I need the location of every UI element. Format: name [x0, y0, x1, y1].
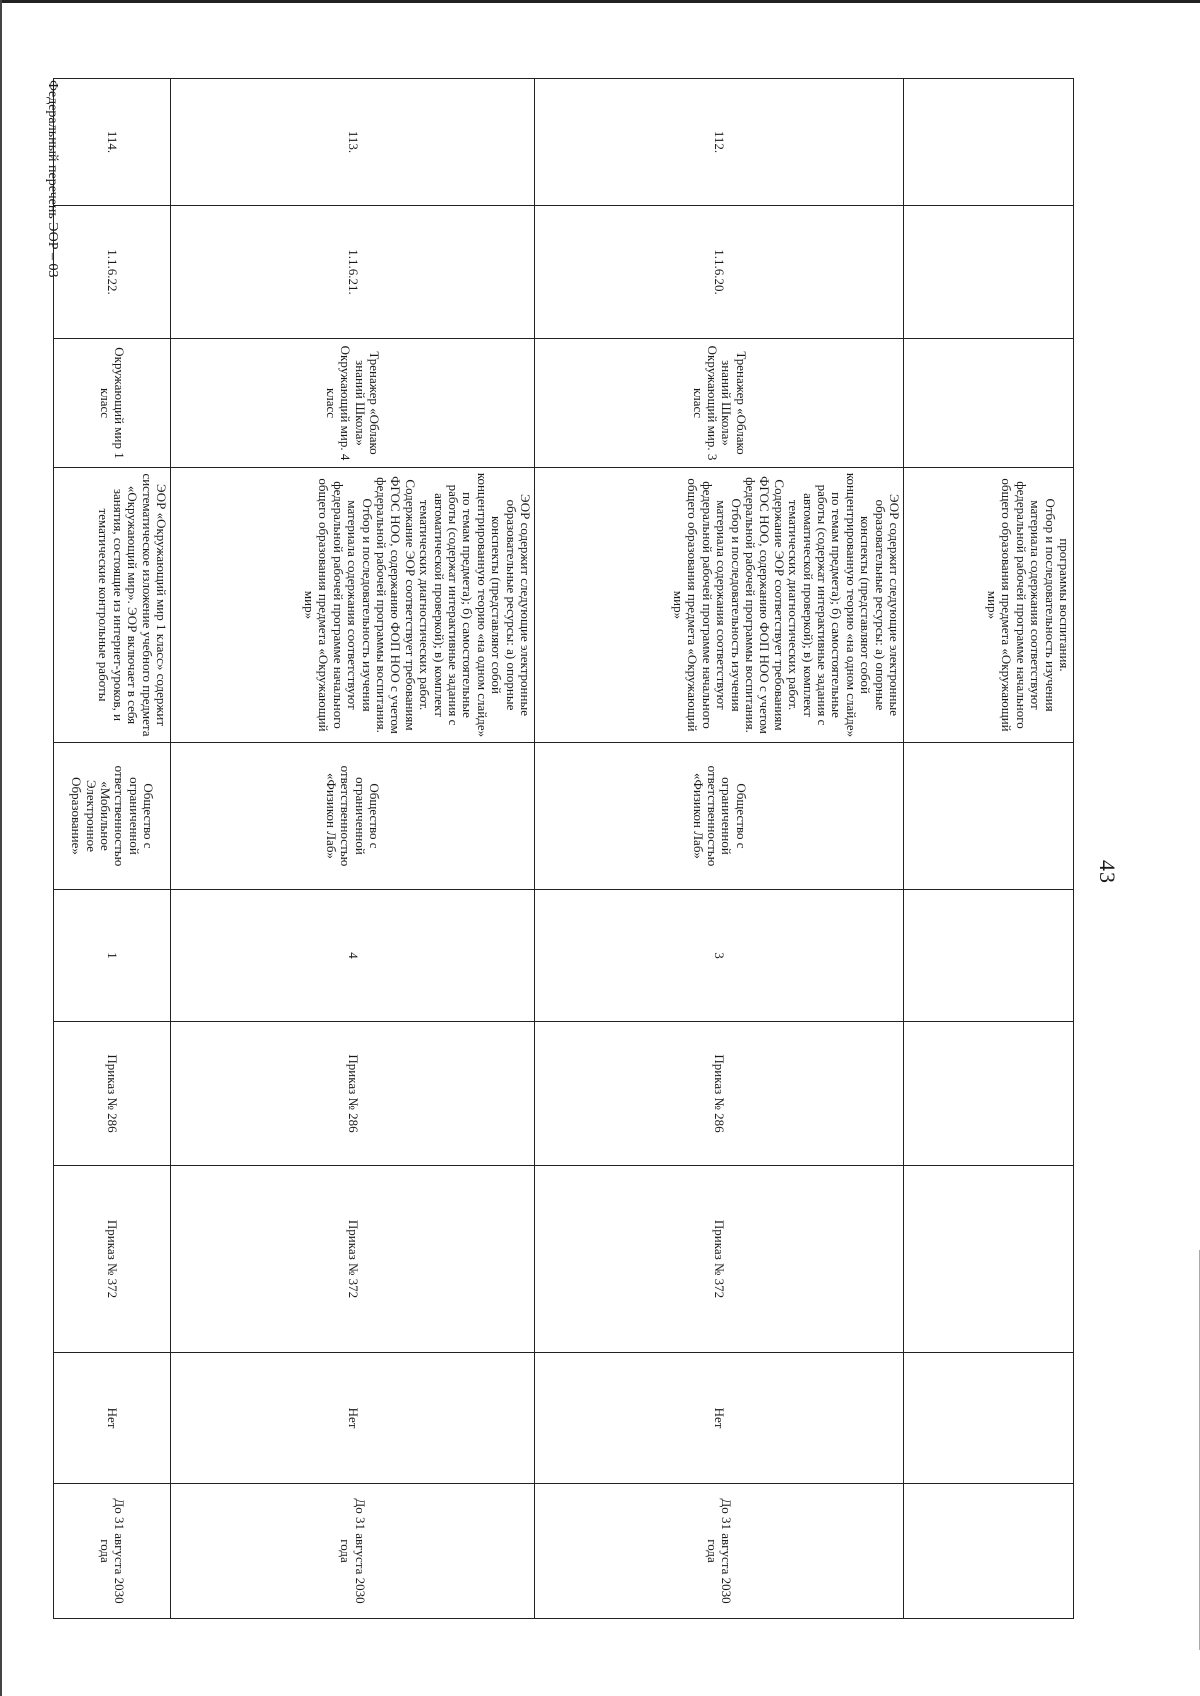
cell-name — [904, 339, 1074, 468]
cell-term: До 31 августа 2030 года — [535, 1484, 904, 1619]
footer-text: Федеральный перечень ЭОР – 03 — [45, 80, 60, 278]
cell-name: Тренажер «Облако знаний Школа» Окружающий мир. 3 класс — [535, 339, 904, 468]
table-row — [171, 79, 535, 1619]
cell-order-286: Приказ № 286 — [171, 1022, 535, 1166]
cell-order-286 — [904, 1022, 1074, 1166]
cell-num — [904, 79, 1074, 206]
cell-term: До 31 августа 2030 года — [171, 1484, 535, 1619]
table-row — [54, 79, 171, 1619]
cell-reuse — [904, 1353, 1074, 1484]
cell-code: 1.1.6.20. — [535, 206, 904, 339]
cell-term — [904, 1484, 1074, 1619]
cell-org: Общество с ограниченной ответственностью «Физикон Лаб» — [535, 743, 904, 890]
cell-reuse: Нет — [54, 1353, 171, 1484]
cell-grade: 4 — [171, 890, 535, 1022]
cell-order-372 — [904, 1166, 1074, 1353]
cell-num: 112. — [535, 79, 904, 206]
table-row — [904, 79, 1074, 1619]
cell-order-286: Приказ № 286 — [535, 1022, 904, 1166]
cell-grade — [904, 890, 1074, 1022]
cell-reuse: Нет — [535, 1353, 904, 1484]
cell-name: Тренажер «Облако знаний Школа» Окружающий мир. 4 класс — [171, 339, 535, 468]
table-row — [535, 79, 904, 1619]
cell-grade: 3 — [535, 890, 904, 1022]
cell-num: 114. — [54, 79, 171, 206]
cell-reuse: Нет — [171, 1353, 535, 1484]
page-number: 43 — [1095, 860, 1120, 884]
cell-code — [904, 206, 1074, 339]
cell-code: 1.1.6.21. — [171, 206, 535, 339]
cell-order-372: Приказ № 372 — [535, 1166, 904, 1353]
cell-description: ЭОР содержит следующие электронные образовательные ресурсы: а) опорные конспекты (представляют собой концентрированную теорию «на одном слайде» по темам предмета); б) самостоятельные работы (содержат интерактивные задания с автоматической проверкой); в) комплект тематических диагностических работ. Содержание ЭОР соответствует требованиям ФГОС НОО, содержанию ФОП НОО с учетом федеральной рабочей программы воспитания. Отбор и последовательность изучения материала содержания соответствуют федеральной рабочей программе начального общего образования предмета «Окружающий мир» — [535, 468, 904, 743]
eor-table — [53, 78, 1074, 1619]
cell-num: 113. — [171, 79, 535, 206]
cell-description: ЭОР «Окружающий мир 1 класс» содержит систематическое изложение учебного предмета «Окружающий мир». ЭОР включает в себя занятия, состоящие из интернет-уроков, и тематические контрольные работы — [54, 468, 171, 743]
cell-grade: 1 — [54, 890, 171, 1022]
cell-org — [904, 743, 1074, 890]
cell-name: Окружающий мир 1 класс — [54, 339, 171, 468]
cell-org: Общество с ограниченной ответственностью «Физикон Лаб» — [171, 743, 535, 890]
cell-order-372: Приказ № 372 — [54, 1166, 171, 1353]
cell-description: ЭОР содержит следующие электронные образовательные ресурсы: а) опорные конспекты (представляют собой концентрированную теорию «на одном слайде» по темам предмета); б) самостоятельные работы (содержат интерактивные задания с автоматической проверкой); в) комплект тематических диагностических работ. Содержание ЭОР соответствует требованиям ФГОС НОО, содержанию ФОП НОО с учетом федеральной рабочей программы воспитания. Отбор и последовательность изучения материала содержания соответствуют федеральной рабочей программе начального общего образования предмета «Окружающий мир» — [171, 468, 535, 743]
cell-code: 1.1.6.22. — [54, 206, 171, 339]
cell-order-286: Приказ № 286 — [54, 1022, 171, 1166]
cell-term: До 31 августа 2030 года — [54, 1484, 171, 1619]
cell-org: Общество с ограниченной ответственностью «Мобильное Электронное Образование» — [54, 743, 171, 890]
cell-description: программы воспитания. Отбор и последовательность изучения материала содержания соответствуют федеральной рабочей программе начального общего образования предмета «Окружающий мир» — [904, 468, 1074, 743]
cell-order-372: Приказ № 372 — [171, 1166, 535, 1353]
